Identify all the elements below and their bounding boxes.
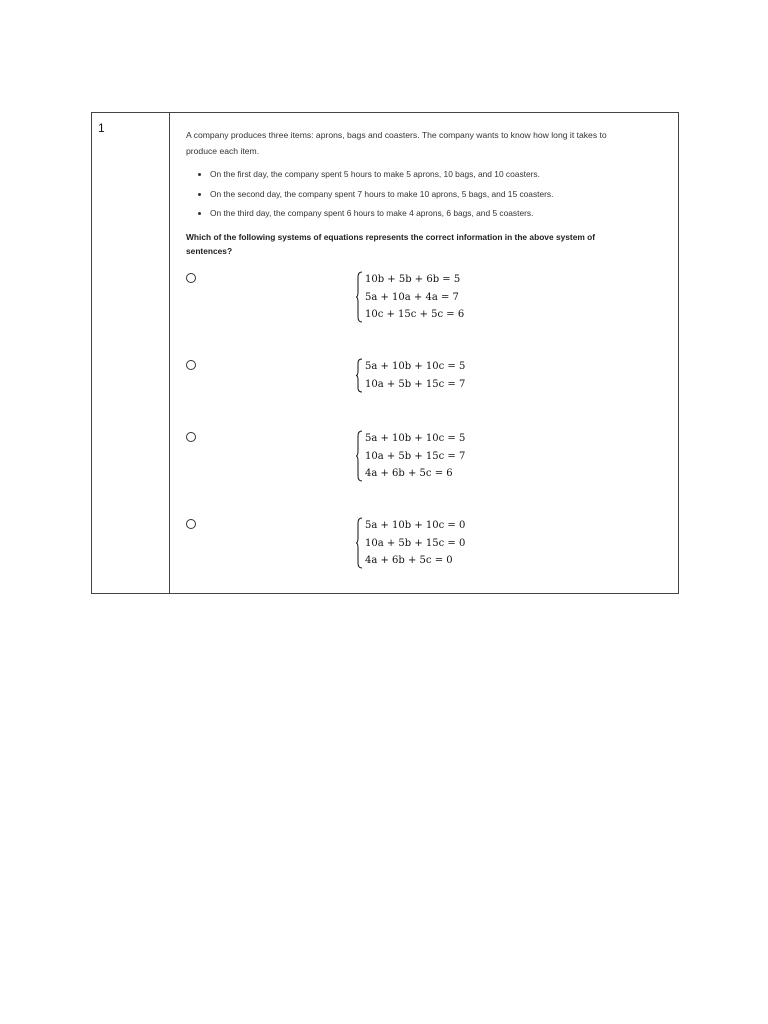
fact-day-1: • On the first day, the company spent 5 hours to make 5 aprons, 10 bags, and 10 coasters. (210, 165, 636, 185)
equation: 10a + 5b + 15c = 7 (365, 450, 466, 462)
left-brace-icon (356, 517, 362, 570)
radio-button-option-a[interactable] (186, 273, 196, 283)
equation-system-option-b (356, 358, 465, 393)
equation: 10a + 5b + 15c = 7 (365, 378, 466, 390)
fact-day-3: • On the third day, the company spent 6 hours to make 4 aprons, 6 bags, and 5 coasters. (210, 204, 636, 224)
question-table (91, 112, 679, 594)
equation: 10b + 5b + 6b = 5 (365, 274, 461, 285)
equation: 5a + 10b + 10c = 5 (365, 433, 466, 444)
equation-system-option-a (356, 271, 464, 324)
equation-system-option-c (356, 430, 465, 483)
radio-button-option-c[interactable] (186, 432, 196, 442)
question-number: 1 (98, 121, 105, 135)
radio-button-option-b[interactable] (186, 360, 196, 370)
question-prompt: Which of the following systems of equations represents the correct information in the above system of sentences? (186, 231, 596, 256)
equation: 4a + 6b + 5c = 6 (365, 468, 453, 479)
equation: 10c + 15c + 5c = 6 (365, 309, 465, 320)
equation: 5a + 10a + 4a = 7 (365, 291, 459, 303)
equation: 5a + 10b + 10c = 0 (365, 520, 466, 531)
equation-system-option-d (356, 517, 465, 570)
left-brace-icon (356, 430, 362, 483)
equation: 5a + 10b + 10c = 5 (365, 361, 466, 372)
question-number-cell (92, 113, 170, 593)
equation: 4a + 6b + 5c = 0 (365, 555, 453, 566)
left-brace-icon (356, 271, 362, 324)
fact-day-2: • On the second day, the company spent 7 hours to make 10 aprons, 5 bags, and 15 coasters. (210, 185, 636, 205)
question-content (186, 127, 636, 259)
left-brace-icon (356, 358, 362, 393)
equation: 10a + 5b + 15c = 0 (365, 537, 466, 549)
question-facts-list (186, 165, 636, 224)
radio-button-option-d[interactable] (186, 519, 196, 529)
question-stem: A company produces three items: aprons, bags and coasters. The company wants to know how long it takes to produce each item. (186, 130, 607, 156)
